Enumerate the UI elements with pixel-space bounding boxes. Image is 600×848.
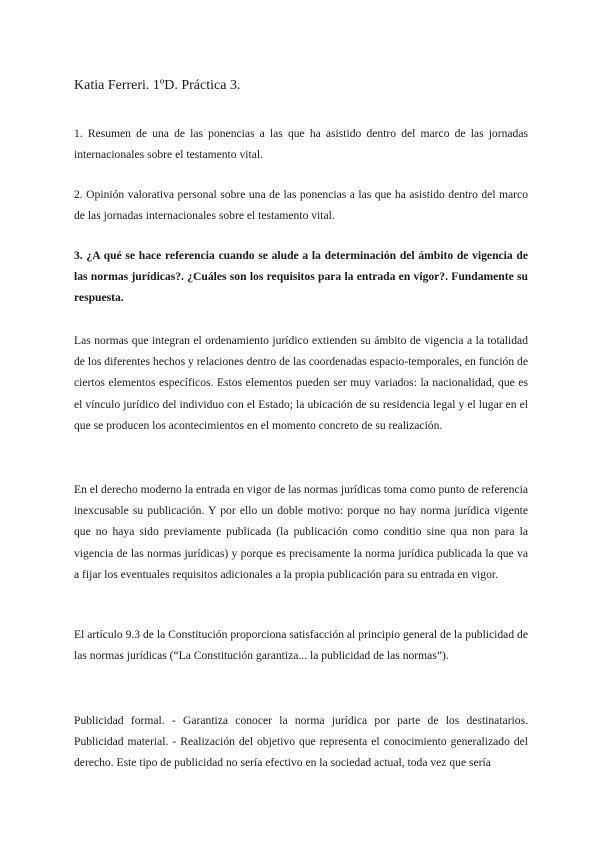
answer-paragraph-publicidad: Publicidad formal. - Garantiza conocer la norma jurídica por parte de los destinatarios. Publicidad material. - Realización del objetivo que representa el conocimiento generalizado del derecho. Este tipo de publicidad no sería efectivo en la sociedad actual, toda vez que sería: [74, 714, 528, 770]
answer-paragraph-entrada-en-vigor: En el derecho moderno la entrada en vigor de las normas jurídicas toma como punto de referencia inexcusable su publicación. Y por ello un doble motivo: porque no hay norma jurídica vigente que no haya sido previamente publicada (la publicación como conditio sine qua non para la vigencia de las normas jurídicas) y porque es precisamente la norma jurídica publicada la que va a fijar los eventuales requisitos adicionales a la propia publicación para su entrada en vigor.: [74, 483, 528, 581]
answer-paragraph-ambito: Las normas que integran el ordenamiento jurídico extienden su ámbito de vigencia a la totalidad de los diferentes hechos y relaciones dentro de las coordenadas espacio-temporales, en función de ciertos elementos específicos. Estos elementos pueden ser muy variados: la nacionalidad, que es el vínculo jurídico del individuo con el Estado; la ubicación de su residencia legal y el lugar en el que se producen los acontecimientos en el momento concreto de su realización.: [74, 334, 528, 432]
document-header: Katia Ferreri. 1ºD. Práctica 3.: [74, 78, 241, 93]
question-2-paragraph: 2. Opinión valorativa personal sobre una de las ponencias a las que ha asistido dentro del marco de las jornadas internacionales sobre el testamento vital.: [74, 188, 528, 223]
question-1-paragraph: 1. Resumen de una de las ponencias a las que ha asistido dentro del marco de las jornadas internacionales sobre el testamento vital.: [74, 127, 528, 162]
answer-paragraph-articulo-9-3: El artículo 9.3 de la Constitución proporciona satisfacción al principio general de la publicidad de las normas jurídicas (“La Constitución garantiza... la publicidad de las normas”).: [74, 628, 528, 663]
question-3-paragraph: 3. ¿A qué se hace referencia cuando se alude a la determinación del ámbito de vigencia de las normas jurídicas?. ¿Cuáles son los requisitos para la entrada en vigor?. Fundamente su respuesta.: [74, 249, 528, 305]
